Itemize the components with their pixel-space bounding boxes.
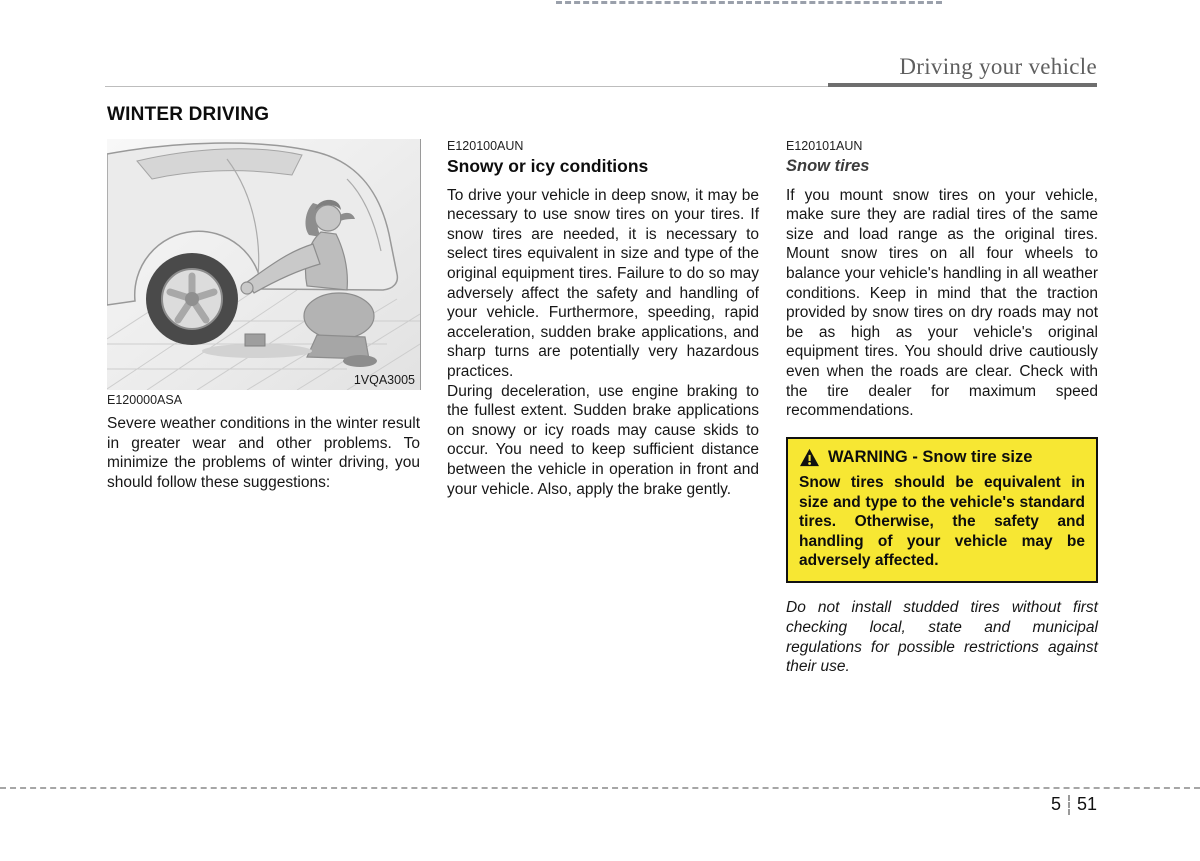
page-in-chapter: 51 xyxy=(1076,794,1097,814)
middle-column xyxy=(447,139,759,499)
header-rule-strong xyxy=(828,83,1097,87)
snow-tires-heading: Snow tires xyxy=(786,157,870,175)
snowy-icy-paragraph-1: To drive your vehicle in deep snow, it may be necessary to use snow tires on your tires. If snow tires are needed, it is necessary to select tires equivalent in size and type of the original equipment tires. Failure to do so may adversely affect the safety and handling of your vehicle. Furthermore, speeding, rapid acceleration, sudden brake applications, and sharp turns are potentially very hazardous practices. xyxy=(447,186,759,380)
section-title: WINTER DRIVING xyxy=(107,104,270,125)
top-dashed-line xyxy=(556,1,942,4)
snow-tires-paragraph: If you mount snow tires on your vehicle, make sure they are radial tires of the same size and load range as the original tires. Mount snow tires on all four wheels to balance your vehicle's handling in all weather conditions. Keep in mind that the traction provided by snow tires on dry roads may not be as high as your vehicle's original equipment tires. You should drive cautiously even when the roads are clear. Check with the tire dealer for maximum speed recommendations. xyxy=(786,186,1098,420)
left-column xyxy=(107,414,420,492)
chapter-number: 5 xyxy=(1050,794,1061,814)
footer-dashed-line xyxy=(0,787,1200,789)
warning-title: WARNING - Snow tire size xyxy=(828,447,1033,466)
page-number-divider xyxy=(1068,795,1070,815)
figure-code-left: E120000ASA xyxy=(107,393,183,407)
illustration-code: 1VQA3005 xyxy=(353,373,415,387)
snowy-icy-heading: Snowy or icy conditions xyxy=(447,156,649,176)
chapter-header: Driving your vehicle xyxy=(899,54,1097,79)
section-code-snowy: E120100AUN xyxy=(447,139,524,153)
warning-body: Snow tires should be equivalent in size and type to the vehicle's standard tires. Otherwise, the safety and handling of your vehicle may be adversely affected. xyxy=(799,474,1085,569)
right-column xyxy=(786,139,1098,677)
car-tire-change-drawing xyxy=(107,139,420,390)
warning-icon xyxy=(799,448,820,467)
page-number xyxy=(1051,794,1097,815)
section-code-snowtires: E120101AUN xyxy=(786,139,863,153)
warning-title-row xyxy=(799,448,1085,468)
snowy-icy-paragraph-2: During deceleration, use engine braking to the fullest extent. Sudden brake applications on snowy or icy roads may cause skids to occur. You need to keep sufficient distance between the vehicle in operation in front and your vehicle. Also, apply the brake gently. xyxy=(447,382,759,498)
studded-tires-note: Do not install studded tires without first checking local, state and municipal regulations for possible restrictions against their use. xyxy=(786,599,1098,676)
warning-box xyxy=(786,437,1098,584)
winter-intro-paragraph: Severe weather conditions in the winter result in greater wear and other problems. To minimize the problems of winter driving, you should follow these suggestions: xyxy=(107,415,420,491)
winter-driving-illustration xyxy=(107,139,421,390)
